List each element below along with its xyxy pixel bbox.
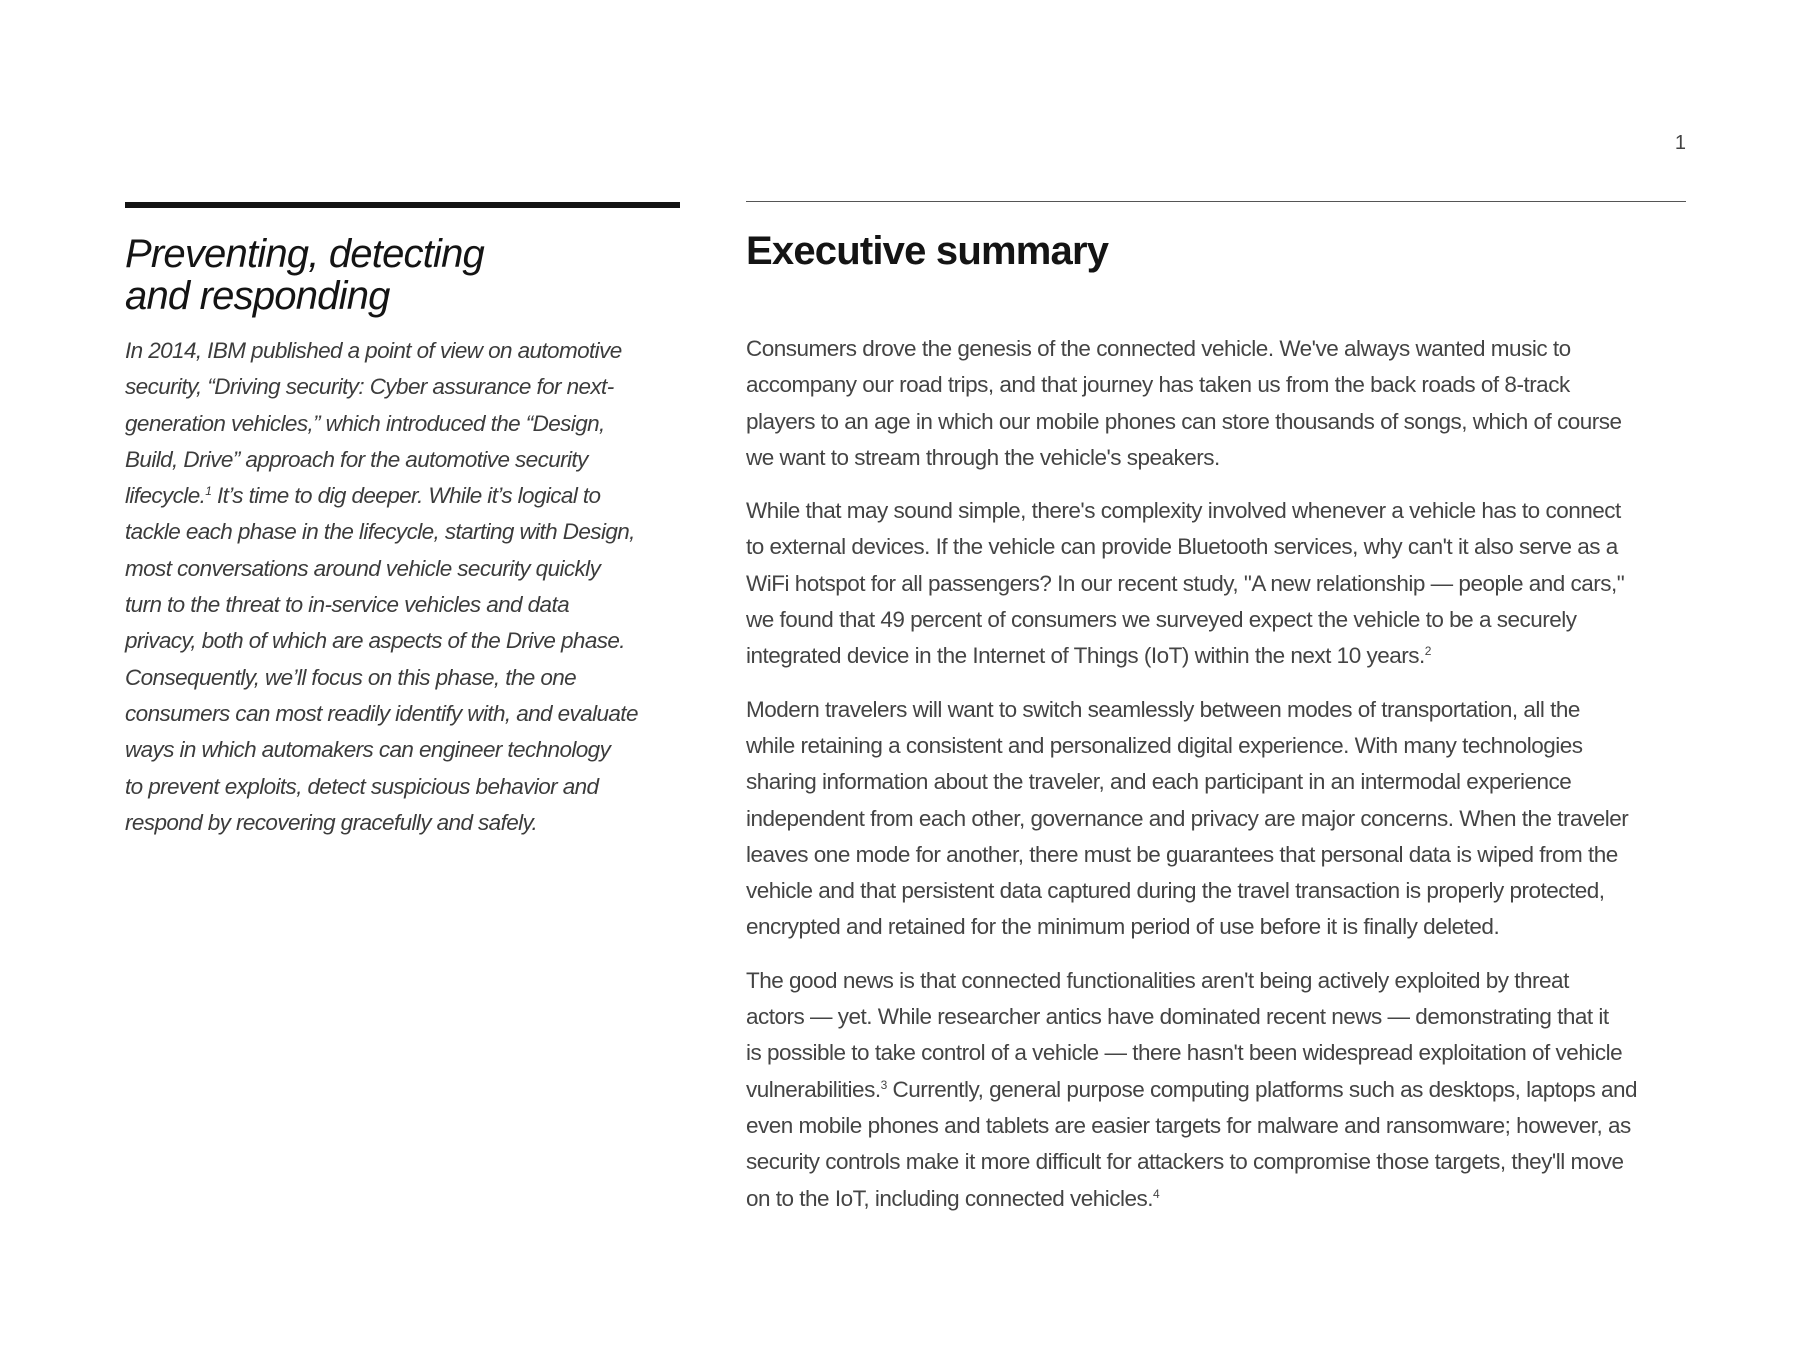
- text-line: Consequently, we’ll focus on this phase, the one: [125, 664, 577, 690]
- right-heading-rule: [746, 201, 1686, 202]
- text-line: WiFi hotspot for all passengers? In our recent study, "A new relationship — people and cars,": [746, 570, 1625, 596]
- text-line: leaves one mode for another, there must be guarantees that personal data is wiped from the: [746, 841, 1618, 867]
- sidebar-title-line: Preventing, detecting: [125, 232, 485, 276]
- text-line: while retaining a consistent and personalized digital experience. With many technologies: [746, 732, 1583, 758]
- body-paragraph-1: [746, 331, 1686, 476]
- text-line: security controls make it more difficult for attackers to compromise those targets, they'll move: [746, 1149, 1624, 1175]
- text-line: tackle each phase in the lifecycle, starting with Design,: [125, 519, 635, 545]
- sidebar-title-line: and responding: [125, 274, 390, 318]
- body-paragraph-4: [746, 963, 1686, 1217]
- page-title: Executive summary: [746, 229, 1109, 273]
- text-line: to external devices. If the vehicle can provide Bluetooth services, why can't it also serve as a: [746, 534, 1618, 560]
- body-paragraph-2: [746, 493, 1686, 674]
- text-line: we want to stream through the vehicle's speakers.: [746, 444, 1220, 470]
- intro-paragraph: [125, 333, 680, 841]
- text-line: turn to the threat to in-service vehicles and data: [125, 592, 570, 618]
- page-number: 1: [1674, 132, 1686, 154]
- footnote-marker: 1: [205, 484, 212, 499]
- text-line: independent from each other, governance and privacy are major concerns. When the traveler: [746, 805, 1629, 831]
- text-line: Modern travelers will want to switch seamlessly between modes of transportation, all the: [746, 696, 1580, 722]
- text-line: consumers can most readily identify with, and evaluate: [125, 700, 638, 726]
- left-heading-rule: [125, 202, 680, 208]
- text-line: accompany our road trips, and that journey has taken us from the back roads of 8-track: [746, 372, 1570, 398]
- text-line: privacy, both of which are aspects of the Drive phase.: [125, 628, 625, 654]
- text-line: [746, 1072, 1686, 1108]
- text-line: ways in which automakers can engineer technology: [125, 737, 611, 763]
- text-line: While that may sound simple, there's complexity involved whenever a vehicle has to connect: [746, 498, 1621, 524]
- text-fragment: It’s time to dig deeper. While it’s logical to: [211, 483, 601, 509]
- footnote-marker: 4: [1153, 1186, 1160, 1201]
- footnote-marker: 2: [1424, 644, 1431, 659]
- text-line: In 2014, IBM published a point of view on automotive: [125, 338, 622, 363]
- text-line: actors — yet. While researcher antics have dominated recent news — demonstrating that it: [746, 1004, 1609, 1030]
- text-line: Build, Drive” approach for the automotive security: [125, 446, 588, 472]
- text-line: to prevent exploits, detect suspicious behavior and: [125, 773, 599, 799]
- text-line: most conversations around vehicle security quickly: [125, 555, 601, 581]
- text-fragment: lifecycle.: [125, 483, 206, 509]
- text-line: [746, 1181, 1686, 1217]
- text-line: even mobile phones and tablets are easier targets for malware and ransomware; however, as: [746, 1112, 1631, 1138]
- text-fragment: Currently, general purpose computing platforms such as desktops, laptops and: [886, 1076, 1638, 1102]
- text-line: is possible to take control of a vehicle — there hasn't been widespread exploitation of vehicle: [746, 1040, 1623, 1066]
- text-line: [125, 478, 680, 514]
- text-line: Consumers drove the genesis of the connected vehicle. We've always wanted music to: [746, 336, 1571, 361]
- body-text: [746, 331, 1686, 1217]
- text-line: [746, 638, 1686, 674]
- text-line: security, “Driving security: Cyber assurance for next-: [125, 374, 614, 400]
- sidebar-column: [125, 202, 680, 841]
- sidebar-title: [125, 233, 680, 317]
- text-line: generation vehicles,” which introduced the “Design,: [125, 410, 605, 436]
- text-line: encrypted and retained for the minimum period of use before it is finally deleted.: [746, 914, 1500, 940]
- text-line: vehicle and that persistent data captured during the travel transaction is properly protected,: [746, 878, 1605, 904]
- text-fragment: vulnerabilities.: [746, 1076, 881, 1102]
- body-paragraph-3: [746, 692, 1686, 946]
- main-column: [746, 201, 1686, 1234]
- text-line: players to an age in which our mobile phones can store thousands of songs, which of course: [746, 408, 1622, 434]
- text-fragment: on to the IoT, including connected vehicles.: [746, 1185, 1154, 1211]
- footnote-marker: 3: [880, 1077, 887, 1092]
- text-line: we found that 49 percent of consumers we surveyed expect the vehicle to be a securely: [746, 607, 1577, 633]
- text-fragment: integrated device in the Internet of Things (IoT) within the next 10 years.: [746, 643, 1425, 669]
- text-line: The good news is that connected functionalities aren't being actively exploited by threat: [746, 967, 1569, 993]
- text-line: sharing information about the traveler, and each participant in an intermodal experience: [746, 769, 1572, 795]
- text-line: respond by recovering gracefully and safely.: [125, 809, 538, 835]
